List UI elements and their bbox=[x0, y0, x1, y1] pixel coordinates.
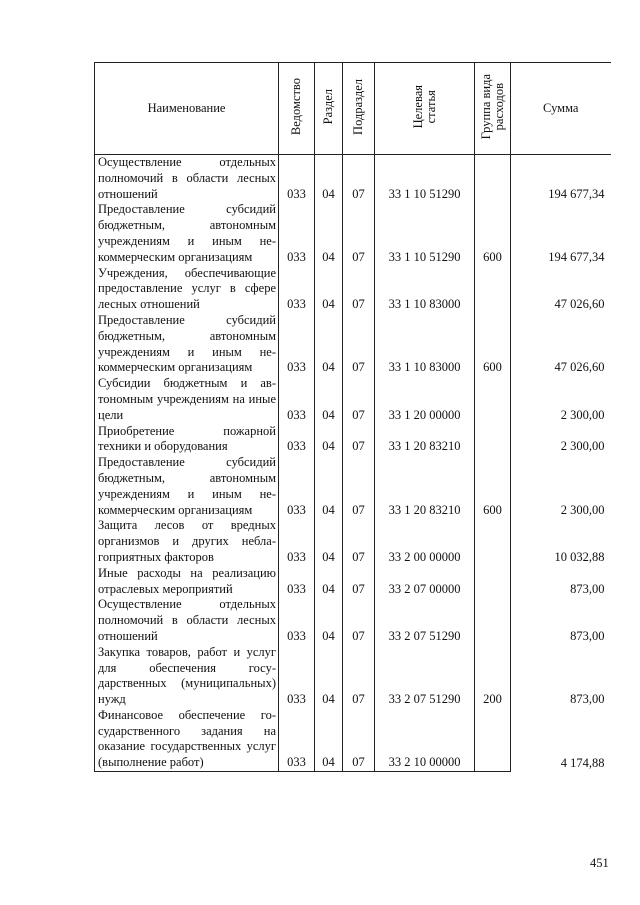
row-razdel: 04 bbox=[315, 566, 343, 598]
row-vedomstvo: 033 bbox=[279, 266, 315, 313]
row-summa: 10 032,88 bbox=[511, 518, 611, 565]
row-razdel: 04 bbox=[315, 313, 343, 376]
row-name: Защита лесов от вредных организмов и других неблагоприятных факторов bbox=[95, 518, 279, 565]
table-row bbox=[95, 313, 611, 376]
row-summa: 4 174,88 bbox=[511, 708, 611, 772]
row-summa: 194 677,34 bbox=[511, 155, 611, 203]
row-gruppa bbox=[475, 566, 511, 598]
row-summa: 2 300,00 bbox=[511, 455, 611, 518]
row-name: Осуществление отдельных полномочий в области лесных отношений bbox=[95, 155, 279, 203]
row-podrazdel: 07 bbox=[343, 597, 375, 644]
row-celevaya-statya: 33 1 10 83000 bbox=[375, 266, 475, 313]
row-vedomstvo: 033 bbox=[279, 455, 315, 518]
row-name: Предоставление субсидий бюджетным, автономным учреждениям и иным некоммерческим организациям bbox=[95, 202, 279, 265]
row-summa: 873,00 bbox=[511, 645, 611, 708]
row-razdel: 04 bbox=[315, 708, 343, 772]
row-vedomstvo: 033 bbox=[279, 566, 315, 598]
row-name: Предоставление субсидий бюджетным, автономным учреждениям и иным некоммерческим организациям bbox=[95, 455, 279, 518]
row-gruppa: 600 bbox=[475, 202, 511, 265]
header-summa: Сумма bbox=[511, 63, 611, 155]
row-gruppa bbox=[475, 155, 511, 203]
row-podrazdel: 07 bbox=[343, 566, 375, 598]
budget-table bbox=[94, 62, 611, 772]
budget-table-page bbox=[94, 62, 610, 772]
row-summa: 873,00 bbox=[511, 566, 611, 598]
row-podrazdel: 07 bbox=[343, 455, 375, 518]
page-number: 451 bbox=[590, 856, 609, 870]
row-name: Учреждения, обеспечивающие предоставление услуг в сфере лесных отношений bbox=[95, 266, 279, 313]
row-name: Финансовое обеспечение государственного задания на оказание государственных услуг (выполнение работ) bbox=[95, 708, 279, 772]
table-row bbox=[95, 708, 611, 772]
row-razdel: 04 bbox=[315, 597, 343, 644]
row-gruppa: 600 bbox=[475, 455, 511, 518]
row-gruppa: 200 bbox=[475, 645, 511, 708]
row-celevaya-statya: 33 2 07 51290 bbox=[375, 645, 475, 708]
row-podrazdel: 07 bbox=[343, 518, 375, 565]
row-celevaya-statya: 33 1 20 83210 bbox=[375, 424, 475, 456]
row-summa: 2 300,00 bbox=[511, 376, 611, 423]
row-gruppa bbox=[475, 708, 511, 772]
row-razdel: 04 bbox=[315, 424, 343, 456]
row-razdel: 04 bbox=[315, 455, 343, 518]
row-celevaya-statya: 33 2 00 00000 bbox=[375, 518, 475, 565]
row-vedomstvo: 033 bbox=[279, 708, 315, 772]
row-name: Приобретение пожарной техники и оборудования bbox=[95, 424, 279, 456]
row-razdel: 04 bbox=[315, 518, 343, 565]
header-gruppa-vida-rashodov: Группа вида расходов bbox=[475, 63, 511, 155]
row-summa: 873,00 bbox=[511, 597, 611, 644]
table-row bbox=[95, 645, 611, 708]
row-name: Закупка товаров, работ и услуг для обеспечения государственных (муниципальных) нужд bbox=[95, 645, 279, 708]
row-vedomstvo: 033 bbox=[279, 155, 315, 203]
table-row bbox=[95, 597, 611, 644]
row-vedomstvo: 033 bbox=[279, 518, 315, 565]
table-row bbox=[95, 518, 611, 565]
row-gruppa bbox=[475, 376, 511, 423]
row-summa: 47 026,60 bbox=[511, 313, 611, 376]
row-name: Предоставление субсидий бюджетным, автономным учреждениям и иным некоммерческим организациям bbox=[95, 313, 279, 376]
row-celevaya-statya: 33 2 07 51290 bbox=[375, 597, 475, 644]
row-razdel: 04 bbox=[315, 645, 343, 708]
row-vedomstvo: 033 bbox=[279, 424, 315, 456]
row-vedomstvo: 033 bbox=[279, 645, 315, 708]
row-podrazdel: 07 bbox=[343, 313, 375, 376]
header-name: Наименование bbox=[95, 63, 279, 155]
row-podrazdel: 07 bbox=[343, 645, 375, 708]
table-row bbox=[95, 266, 611, 313]
row-celevaya-statya: 33 2 10 00000 bbox=[375, 708, 475, 772]
row-gruppa bbox=[475, 424, 511, 456]
table-row bbox=[95, 376, 611, 423]
row-summa: 47 026,60 bbox=[511, 266, 611, 313]
row-celevaya-statya: 33 1 10 83000 bbox=[375, 313, 475, 376]
row-celevaya-statya: 33 1 10 51290 bbox=[375, 155, 475, 203]
row-name: Иные расходы на реализацию отраслевых мероприятий bbox=[95, 566, 279, 598]
row-vedomstvo: 033 bbox=[279, 313, 315, 376]
row-gruppa bbox=[475, 597, 511, 644]
row-celevaya-statya: 33 2 07 00000 bbox=[375, 566, 475, 598]
row-celevaya-statya: 33 1 10 51290 bbox=[375, 202, 475, 265]
row-celevaya-statya: 33 1 20 00000 bbox=[375, 376, 475, 423]
header-razdel: Раздел bbox=[315, 63, 343, 155]
row-gruppa bbox=[475, 518, 511, 565]
table-row bbox=[95, 202, 611, 265]
row-summa: 194 677,34 bbox=[511, 202, 611, 265]
table-row bbox=[95, 566, 611, 598]
row-razdel: 04 bbox=[315, 376, 343, 423]
table-body bbox=[95, 155, 611, 772]
row-gruppa bbox=[475, 266, 511, 313]
table-row bbox=[95, 455, 611, 518]
header-podrazdel: Подраздел bbox=[343, 63, 375, 155]
row-gruppa: 600 bbox=[475, 313, 511, 376]
row-podrazdel: 07 bbox=[343, 266, 375, 313]
row-vedomstvo: 033 bbox=[279, 597, 315, 644]
row-podrazdel: 07 bbox=[343, 376, 375, 423]
header-celevaya-statya: Целевая статья bbox=[375, 63, 475, 155]
table-row bbox=[95, 424, 611, 456]
row-razdel: 04 bbox=[315, 202, 343, 265]
row-razdel: 04 bbox=[315, 266, 343, 313]
row-podrazdel: 07 bbox=[343, 708, 375, 772]
row-podrazdel: 07 bbox=[343, 424, 375, 456]
header-vedomstvo: Ведомство bbox=[279, 63, 315, 155]
row-podrazdel: 07 bbox=[343, 202, 375, 265]
row-vedomstvo: 033 bbox=[279, 376, 315, 423]
row-vedomstvo: 033 bbox=[279, 202, 315, 265]
row-celevaya-statya: 33 1 20 83210 bbox=[375, 455, 475, 518]
row-summa: 2 300,00 bbox=[511, 424, 611, 456]
row-name: Осуществление отдельных полномочий в области лесных отношений bbox=[95, 597, 279, 644]
row-name: Субсидии бюджетным и автономным учреждениям на иные цели bbox=[95, 376, 279, 423]
table-header-row bbox=[95, 63, 611, 155]
table-row bbox=[95, 155, 611, 203]
row-podrazdel: 07 bbox=[343, 155, 375, 203]
row-razdel: 04 bbox=[315, 155, 343, 203]
